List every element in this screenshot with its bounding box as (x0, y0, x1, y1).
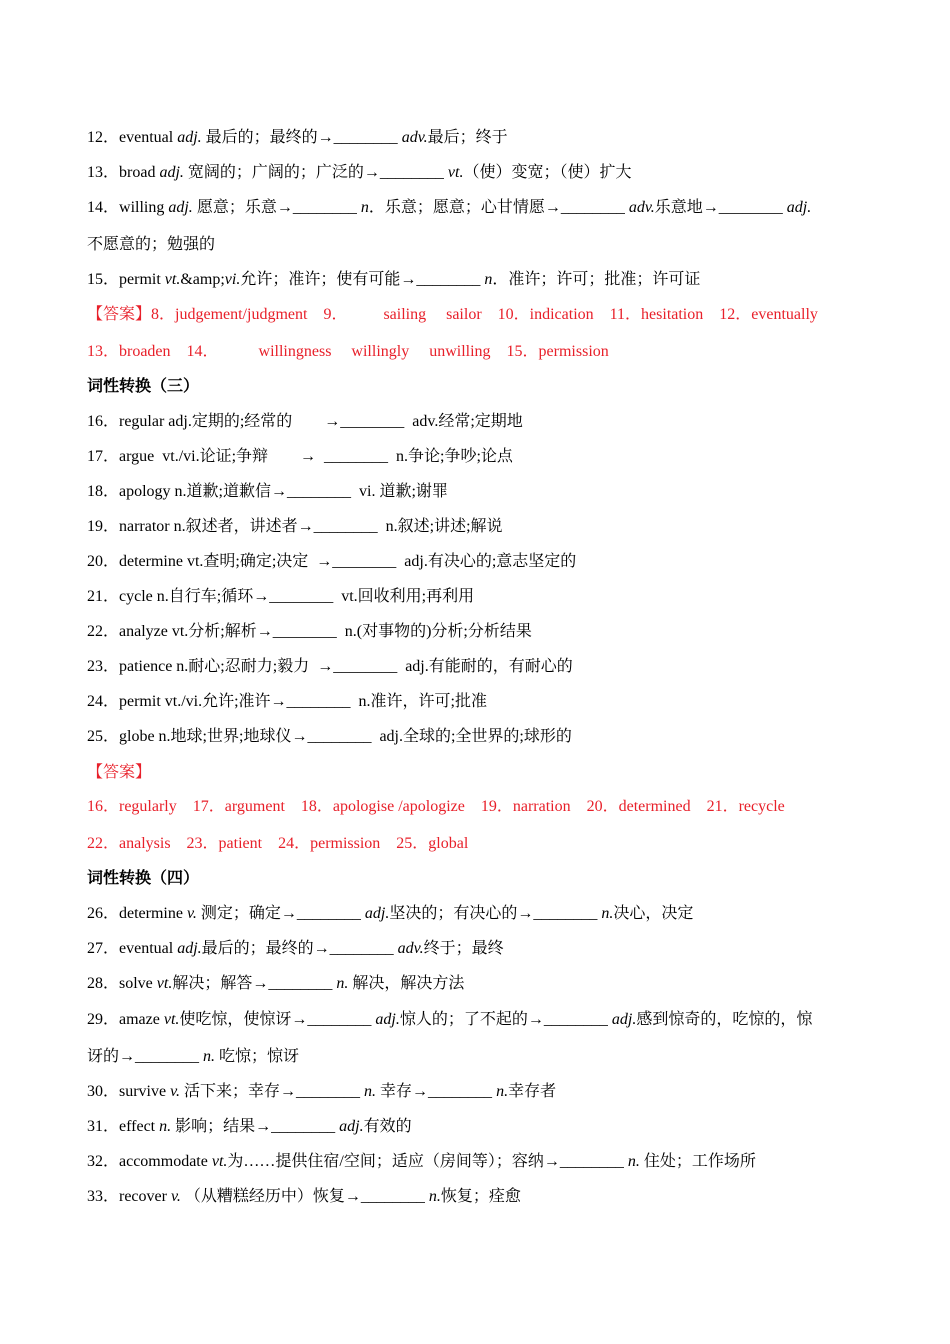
question-14: 14．willing adj. 愿意；乐意→________ n．乐意；愿意；心甘情愿→________ adv.乐意地→________ adj. (87, 199, 812, 216)
answer-label: 【答案】 (87, 306, 152, 323)
question-18: 18．apology n.道歉;道歉信→________ vi. 道歉;谢罪 (87, 483, 448, 500)
answer-label-3: 【答案】 (87, 764, 152, 781)
section-heading-3: 词性转换（三） (87, 378, 200, 395)
answer-block-3-line-1: 16．regularly 17．argument 18．apologise /apologize 19．narration 20．determined 21．recycle (87, 798, 785, 815)
question-13: 13．broad adj. 宽阔的；广阔的；广泛的→________ vt.（使）变宽；（使）扩大 (87, 164, 632, 181)
question-29-continued: 讶的→________ n. 吃惊；惊讶 (87, 1048, 300, 1065)
question-12: 12．eventual adj. 最后的；最终的→________ adv.最后；终于 (87, 129, 508, 146)
question-16: 16．regular adj.定期的;经常的 →________ adv.经常;定期地 (87, 413, 523, 430)
question-33: 33．recover v. （从糟糕经历中）恢复→________ n.恢复；痊愈 (87, 1188, 521, 1205)
answer-block-2-line-1: 【答案】8．judgement/judgment 9． sailing sailor 10．indication 11．hesitation 12．eventually (87, 306, 818, 323)
question-24: 24．permit vt./vi.允许;准许→________ n.准许，许可;批准 (87, 693, 487, 710)
question-28: 28．solve vt.解决；解答→________ n. 解决，解决方法 (87, 975, 465, 992)
question-31: 31．effect n. 影响；结果→________ adj.有效的 (87, 1118, 412, 1135)
answer-block-3-line-2: 22．analysis 23．patient 24．permission 25．global (87, 835, 469, 852)
question-27: 27．eventual adj.最后的；最终的→________ adv.终于；最终 (87, 940, 504, 957)
question-19: 19．narrator n.叙述者，讲述者→________ n.叙述;讲述;解说 (87, 518, 503, 535)
question-17: 17．argue vt./vi.论证;争辩 → ________ n.争论;争吵;论点 (87, 448, 513, 465)
question-14-continued: 不愿意的；勉强的 (87, 236, 216, 253)
answer-block-2-line-2: 13．broaden 14． willingness willingly unwilling 15．permission (87, 343, 609, 360)
question-23: 23．patience n.耐心;忍耐力;毅力 →________ adj.有能耐的，有耐心的 (87, 658, 573, 675)
question-21: 21．cycle n.自行车;循环→________ vt.回收利用;再利用 (87, 588, 475, 605)
question-15: 15．permit vt.&amp;vi.允许；准许；使有可能→________ n．准许；许可；批准；许可证 (87, 271, 701, 288)
question-29: 29．amaze vt.使吃惊，使惊讶→________ adj.惊人的；了不起的→________ adj.感到惊奇的，吃惊的，惊 (87, 1011, 813, 1028)
question-30: 30．survive v. 活下来；幸存→________ n. 幸存→________ n.幸存者 (87, 1083, 557, 1100)
question-20: 20．determine vt.查明;确定;决定 →________ adj.有决心的;意志坚定的 (87, 553, 577, 570)
question-26: 26．determine v. 测定；确定→________ adj.坚决的；有决心的→________ n.决心，决定 (87, 905, 694, 922)
question-32: 32．accommodate vt.为……提供住宿/空间；适应（房间等）；容纳→________ n. 住处；工作场所 (87, 1153, 756, 1170)
section-heading-4: 词性转换（四） (87, 870, 200, 887)
question-25: 25．globe n.地球;世界;地球仪→________ adj.全球的;全世界的;球形的 (87, 728, 572, 745)
question-22: 22．analyze vt.分析;解析→________ n.(对事物的)分析;分析结果 (87, 623, 532, 640)
